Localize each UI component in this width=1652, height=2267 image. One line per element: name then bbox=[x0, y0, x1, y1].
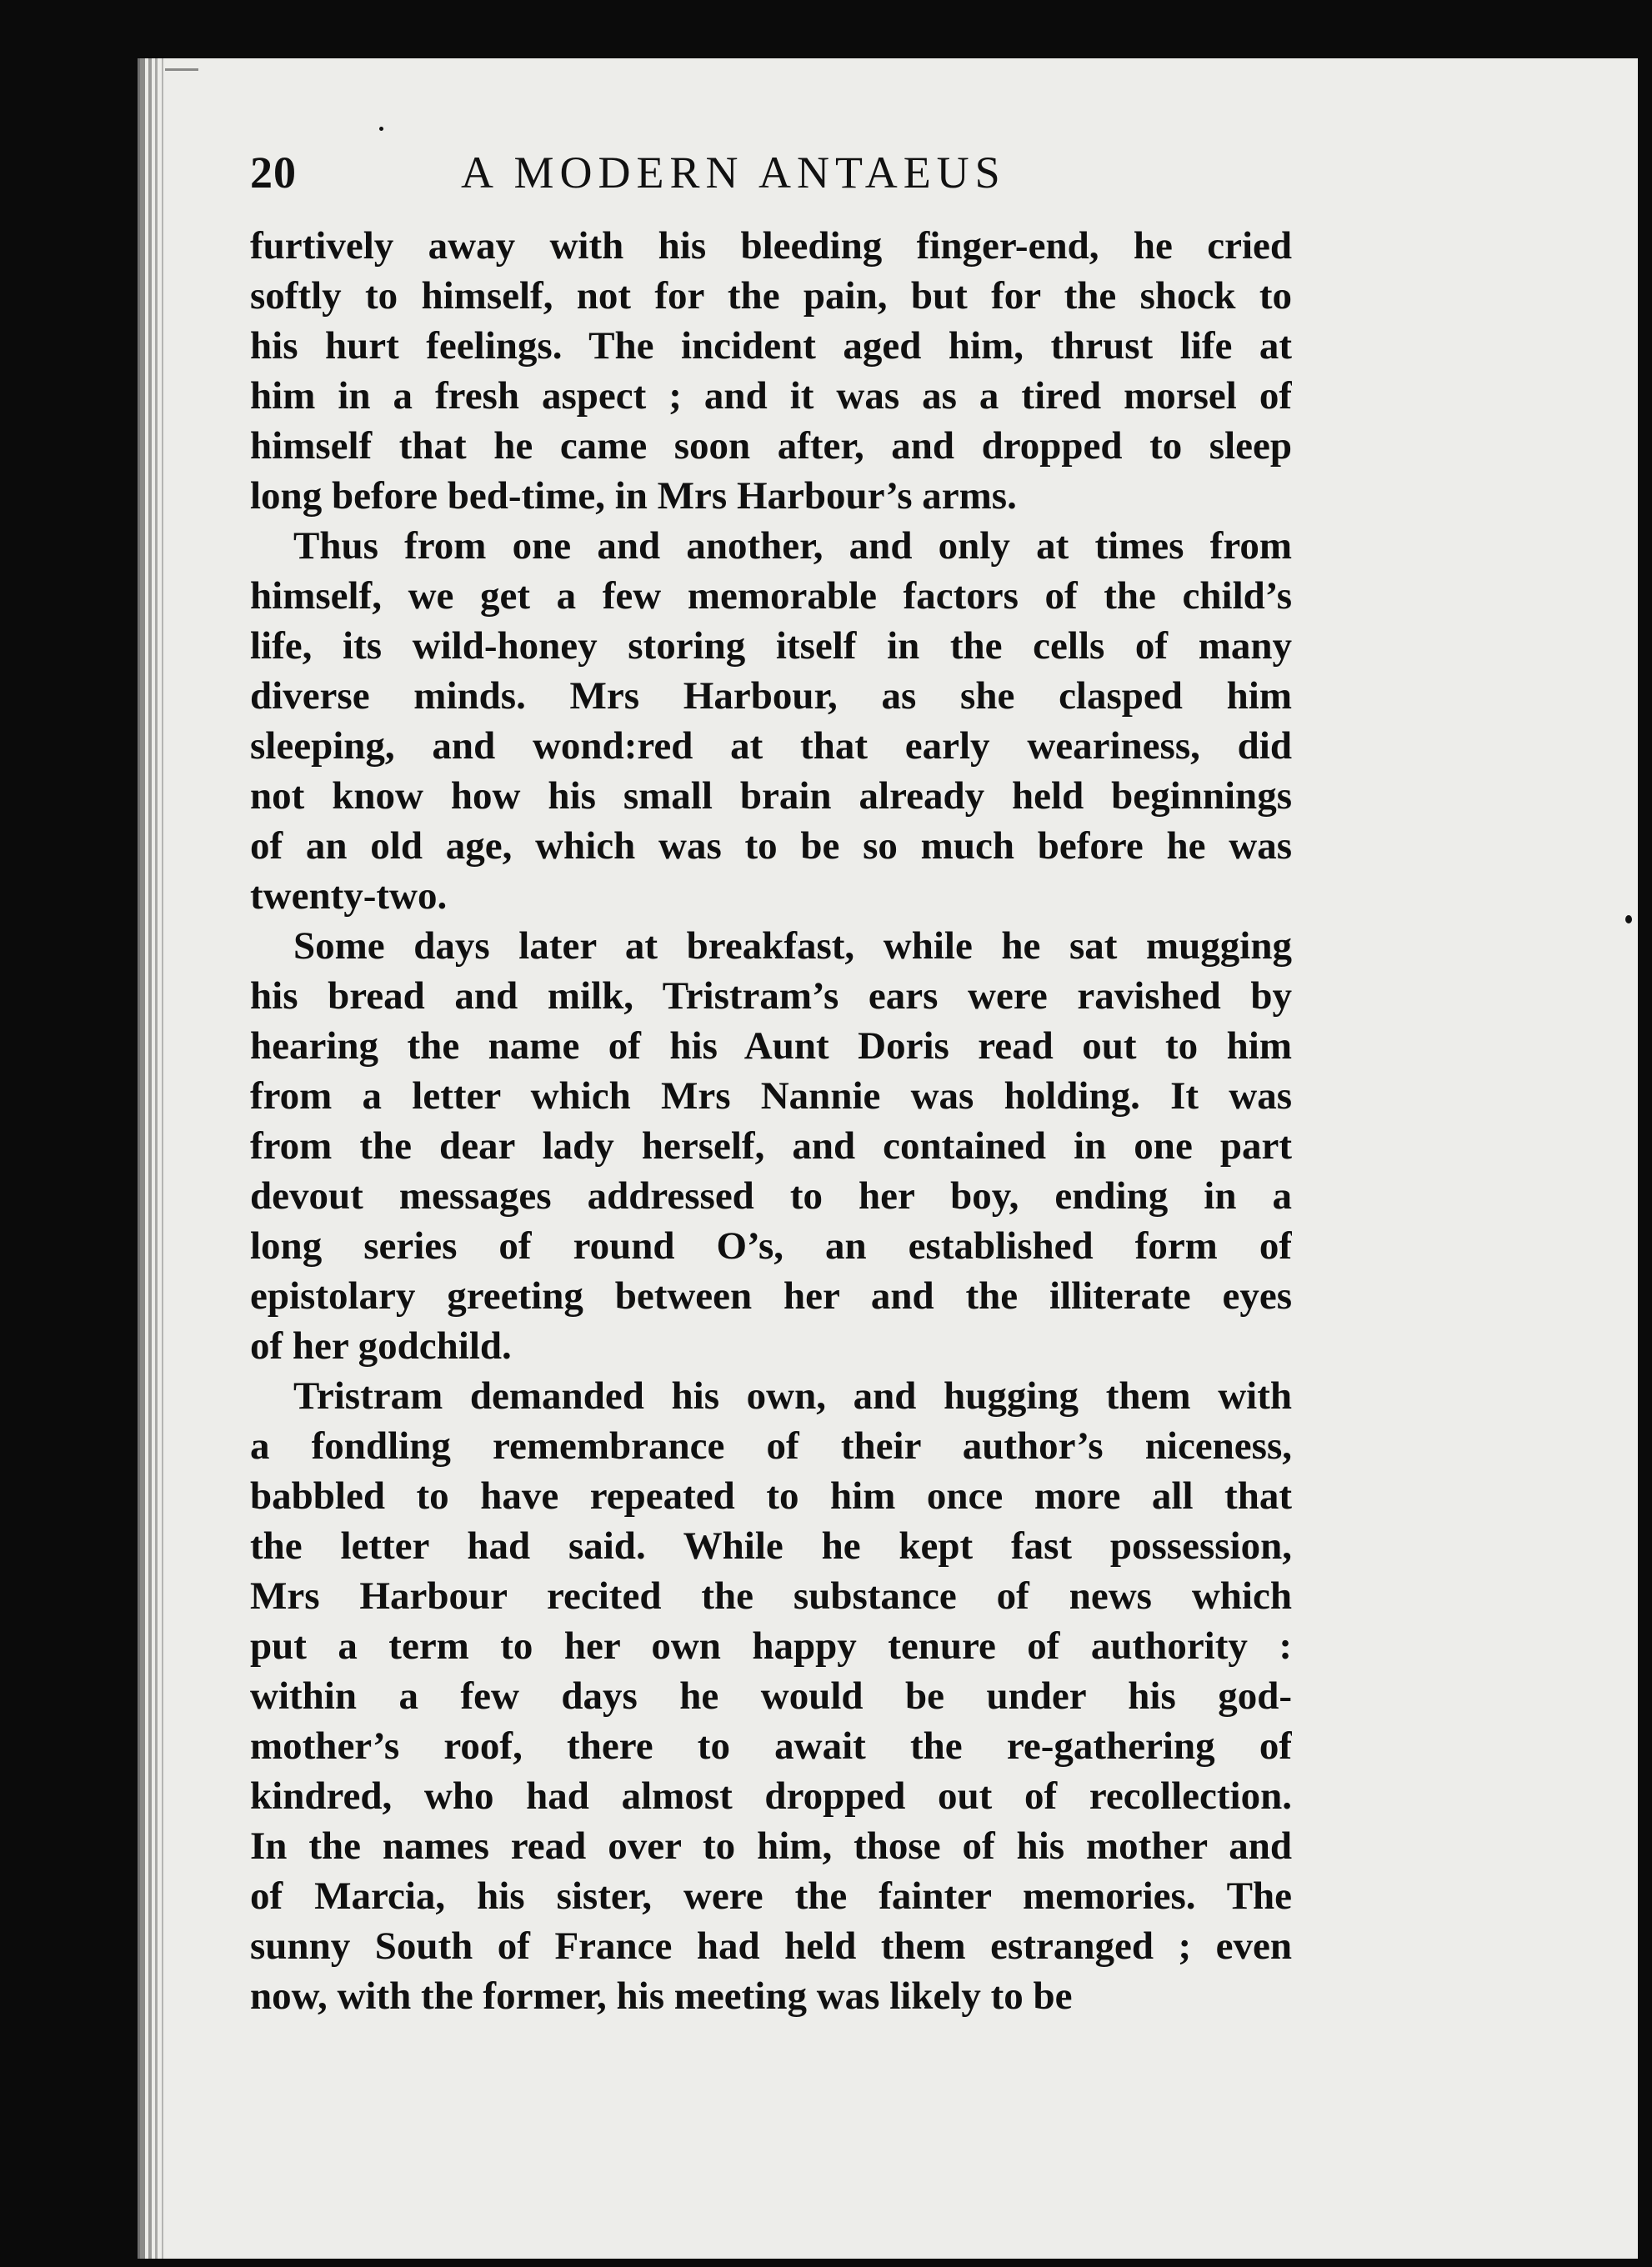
text-line: furtively away with his bleeding finger-end, he cried bbox=[250, 224, 1292, 268]
text-line: not know how his small brain already held beginnings bbox=[250, 774, 1292, 818]
text-line: from the dear lady herself, and contained in one part bbox=[250, 1124, 1292, 1168]
text-line: devout messages addressed to her boy, ending in a bbox=[250, 1174, 1292, 1218]
text-line: a fondling remembrance of their author’s niceness, bbox=[250, 1424, 1292, 1468]
text-line: his bread and milk, Tristram’s ears were ravished by bbox=[250, 974, 1292, 1018]
text-line: kindred, who had almost dropped out of recollection. bbox=[250, 1774, 1292, 1818]
text-line: mother’s roof, there to await the re-gathering of bbox=[250, 1724, 1292, 1768]
text-line: softly to himself, not for the pain, but for the shock to bbox=[250, 274, 1292, 318]
text-line: himself that he came soon after, and dropped to sleep bbox=[250, 424, 1292, 468]
text-line: his hurt feelings. The incident aged him, thrust life at bbox=[250, 324, 1292, 368]
text-line: hearing the name of his Aunt Doris read out to him bbox=[250, 1024, 1292, 1068]
text-line: of Marcia, his sister, were the fainter memories. The bbox=[250, 1874, 1292, 1918]
text-line: of an old age, which was to be so much before he was bbox=[250, 824, 1292, 868]
scan-speck bbox=[379, 127, 383, 131]
text-line: sleeping, and wond:red at that early weariness, did bbox=[250, 724, 1292, 768]
text-line: Mrs Harbour recited the substance of news which bbox=[250, 1574, 1292, 1618]
text-line: epistolary greeting between her and the illiterate eyes bbox=[250, 1274, 1292, 1318]
text-line: long before bed-time, in Mrs Harbour’s arms. bbox=[250, 474, 1017, 518]
text-line: sunny South of France had held them estranged ; even bbox=[250, 1924, 1292, 1968]
text-line: from a letter which Mrs Nannie was holding. It was bbox=[250, 1074, 1292, 1118]
page-edge bbox=[140, 58, 145, 2259]
text-line: In the names read over to him, those of his mother and bbox=[250, 1824, 1292, 1868]
page-edge bbox=[155, 58, 158, 2259]
page-corner-mark bbox=[165, 68, 198, 71]
page-edge bbox=[148, 58, 152, 2259]
text-line: life, its wild-honey storing itself in the cells of many bbox=[250, 624, 1292, 668]
text-line: long series of round O’s, an established form of bbox=[250, 1224, 1292, 1268]
paragraph bbox=[250, 221, 1292, 521]
text-line: of her godchild. bbox=[250, 1324, 512, 1368]
text-line: put a term to her own happy tenure of authority : bbox=[250, 1624, 1292, 1668]
paragraph bbox=[250, 921, 1292, 1371]
page-edge bbox=[162, 58, 163, 2259]
text-line: him in a fresh aspect ; and it was as a tired morsel of bbox=[250, 374, 1292, 418]
text-line: diverse minds. Mrs Harbour, as she clasped him bbox=[250, 674, 1292, 718]
text-line: Tristram demanded his own, and hugging them with bbox=[293, 1374, 1292, 1418]
text-line: now, with the former, his meeting was likely to be bbox=[250, 1974, 1073, 2018]
paragraph bbox=[250, 521, 1292, 921]
text-line: babbled to have repeated to him once more all that bbox=[250, 1474, 1292, 1518]
text-line: Some days later at breakfast, while he sat mugging bbox=[293, 924, 1292, 968]
text-line: himself, we get a few memorable factors of the child’s bbox=[250, 574, 1292, 618]
text-line: the letter had said. While he kept fast possession, bbox=[250, 1524, 1292, 1568]
page-number: 20 bbox=[250, 148, 297, 198]
text-line: Thus from one and another, and only at times from bbox=[293, 524, 1292, 568]
body-text bbox=[250, 221, 1292, 2021]
scan-speck bbox=[1625, 915, 1632, 923]
paragraph bbox=[250, 1371, 1292, 2021]
running-head: A MODERN ANTAEUS bbox=[461, 148, 1006, 198]
text-line: within a few days he would be under his god- bbox=[250, 1674, 1292, 1718]
text-line: twenty-two. bbox=[250, 874, 448, 918]
page-header bbox=[250, 147, 1250, 213]
